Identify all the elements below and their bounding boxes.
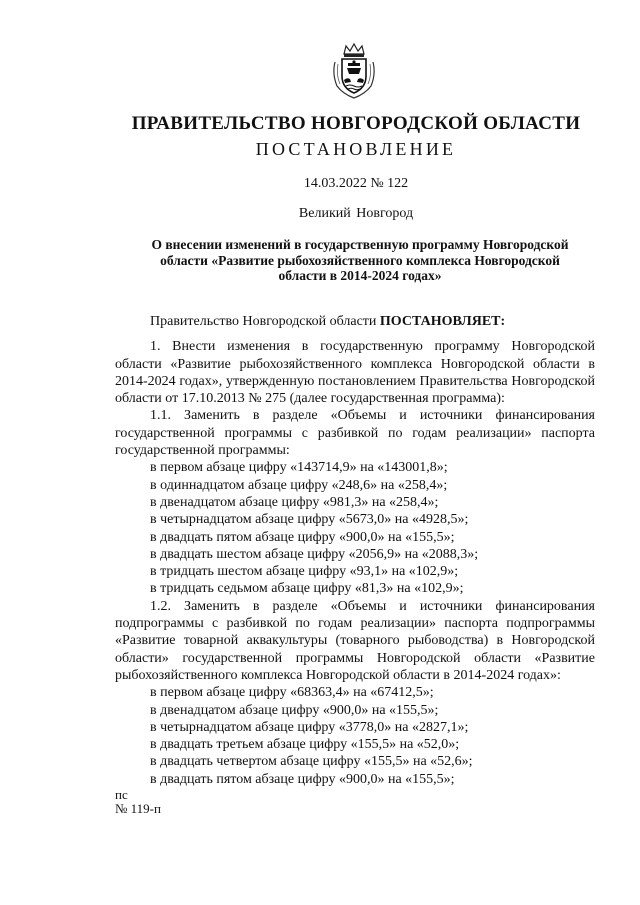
document-city: Великий Новгород <box>298 206 414 221</box>
list-item: в двадцать шестом абзаце цифру «2056,9» на «2088,3»; <box>150 546 479 562</box>
list-item: в первом абзаце цифру «143714,9» на «143001,8»; <box>150 460 448 476</box>
paragraph-1: 1. Внести изменения в государственную программу Новгородской области «Развитие рыбохозяйственного комплекса Новгородской области в 2014-2024 годах», утвержденную постановлением Правительства Новгородской области от 17.10.2013 № 275 (далее государственная программа): <box>115 339 595 407</box>
list-item: в двадцать пятом абзаце цифру «900,0» на «155,5»; <box>150 529 455 545</box>
list-1 <box>115 459 595 597</box>
list-item: в двенадцатом абзаце цифру «900,0» на «155,5»; <box>150 702 439 718</box>
list-item: в тридцать седьмом абзаце цифру «81,3» на «102,9»; <box>150 581 464 597</box>
list-item: в двадцать четвертом абзаце цифру «155,5» на «52,6»; <box>150 754 473 770</box>
list-item: в двадцать третьем абзаце цифру «155,5» на «52,0»; <box>150 737 460 753</box>
list-item: в четырнадцатом абзаце цифру «3778,0» на «2827,1»; <box>150 719 469 735</box>
list-item: в тридцать шестом абзаце цифру «93,1» на «102,9»; <box>150 564 459 580</box>
list-2 <box>115 684 595 788</box>
footer-initials: пс <box>115 787 128 802</box>
list-item: в одиннадцатом абзаце цифру «248,6» на «258,4»; <box>150 477 448 493</box>
intro-paragraph <box>115 313 595 330</box>
intro-resolve: ПОСТАНОВЛЯЕТ: <box>379 314 506 329</box>
list-item: в двадцать пятом абзаце цифру «900,0» на «155,5»; <box>150 771 455 787</box>
list-item: в двенадцатом абзаце цифру «981,3» на «258,4»; <box>150 494 439 510</box>
footer-reference <box>115 788 161 816</box>
paragraph-1-2: 1.2. Заменить в разделе «Объемы и источники финансирования подпрограммы с разбивкой по годам реализации» паспорта подпрограммы «Развитие товарной аквакультуры (товарного рыбоводства) в Новгородской области» государственной программы Новгородской области «Развитие рыбохозяйственного комплекса Новгородской области в 2014-2024 годах»: <box>115 598 595 683</box>
document-subject: О внесении изменений в государственную программу Новгородской области «Развитие рыбохозяйственного комплекса Новгородской области в 2014-2024 годах» <box>151 237 569 283</box>
paragraph-1-1: 1.1. Заменить в разделе «Объемы и источники финансирования государственной программы с разбивкой по годам реализации» паспорта государственной программы: <box>115 408 595 459</box>
intro-lead: Правительство Новгородской области <box>150 314 380 329</box>
footer-doc-ref: № 119-п <box>115 801 161 816</box>
document-type: ПОСТАНОВЛЕНИЕ <box>255 139 457 159</box>
document-date-number: 14.03.2022 № 122 <box>303 176 409 191</box>
coat-of-arms-icon <box>329 42 379 100</box>
list-item: в первом абзаце цифру «68363,4» на «67412,5»; <box>150 685 434 701</box>
list-item: в четырнадцатом абзаце цифру «5673,0» на «4928,5»; <box>150 512 469 528</box>
document-body <box>115 313 595 788</box>
government-title: ПРАВИТЕЛЬСТВО НОВГОРОДСКОЙ ОБЛАСТИ <box>131 113 581 134</box>
